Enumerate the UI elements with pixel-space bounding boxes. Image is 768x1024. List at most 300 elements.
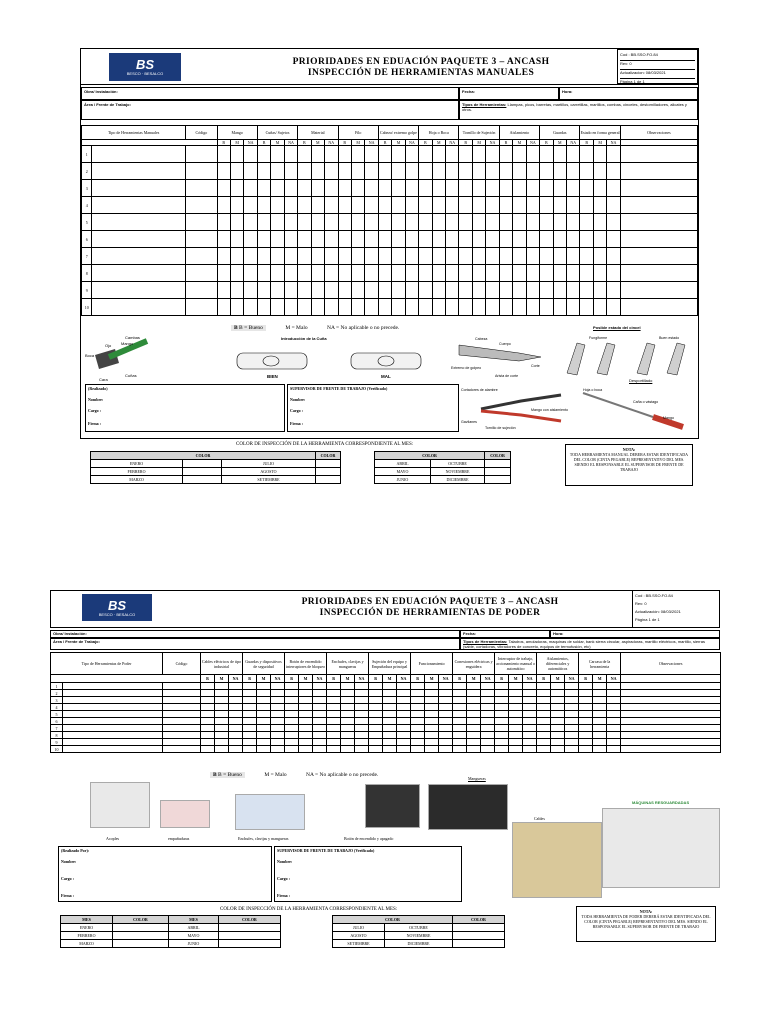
table-cell[interactable]	[355, 739, 369, 746]
color-cell[interactable]	[453, 932, 505, 940]
table-cell[interactable]	[620, 248, 697, 265]
table-cell[interactable]	[311, 180, 324, 197]
table-cell[interactable]	[244, 163, 257, 180]
table-cell[interactable]	[553, 197, 566, 214]
table-cell[interactable]	[513, 248, 526, 265]
table-cell[interactable]	[579, 690, 593, 697]
table-cell[interactable]	[298, 248, 311, 265]
table-cell[interactable]	[378, 299, 391, 316]
obra-field-2[interactable]: Obra/ Instalación:	[50, 630, 460, 638]
table-cell[interactable]	[446, 231, 459, 248]
table-cell[interactable]	[257, 683, 271, 690]
table-cell[interactable]	[621, 718, 721, 725]
table-cell[interactable]	[341, 704, 355, 711]
table-cell[interactable]	[257, 163, 270, 180]
table-cell[interactable]	[217, 265, 230, 282]
table-cell[interactable]	[551, 739, 565, 746]
table-cell[interactable]	[243, 746, 257, 753]
table-cell[interactable]	[378, 163, 391, 180]
table-cell[interactable]	[217, 197, 230, 214]
table-cell[interactable]	[523, 697, 537, 704]
table-cell[interactable]	[257, 746, 271, 753]
table-cell[interactable]	[499, 299, 512, 316]
table-cell[interactable]	[392, 163, 405, 180]
table-cell[interactable]	[551, 697, 565, 704]
table-cell[interactable]	[243, 718, 257, 725]
table-cell[interactable]	[338, 282, 351, 299]
table-cell[interactable]	[230, 197, 243, 214]
table-cell[interactable]	[285, 739, 299, 746]
table-cell[interactable]	[607, 739, 621, 746]
table-cell[interactable]	[486, 214, 499, 231]
table-cell[interactable]	[607, 690, 621, 697]
table-cell[interactable]	[92, 248, 186, 265]
table-cell[interactable]	[341, 732, 355, 739]
table-cell[interactable]	[257, 248, 270, 265]
table-cell[interactable]	[593, 690, 607, 697]
table-cell[interactable]	[244, 248, 257, 265]
table-cell[interactable]	[257, 146, 270, 163]
table-cell[interactable]	[325, 180, 338, 197]
table-cell[interactable]	[467, 732, 481, 739]
table-cell[interactable]	[537, 697, 551, 704]
table-cell[interactable]	[553, 299, 566, 316]
table-cell[interactable]	[325, 248, 338, 265]
table-cell[interactable]	[472, 282, 485, 299]
table-cell[interactable]	[338, 214, 351, 231]
table-cell[interactable]	[523, 725, 537, 732]
table-cell[interactable]	[495, 697, 509, 704]
color-cell[interactable]	[485, 460, 511, 468]
table-cell[interactable]	[446, 265, 459, 282]
table-cell[interactable]	[383, 690, 397, 697]
table-cell[interactable]	[499, 265, 512, 282]
color-cell[interactable]	[183, 476, 222, 484]
table-cell[interactable]	[537, 718, 551, 725]
table-cell[interactable]	[355, 711, 369, 718]
table-cell[interactable]	[607, 704, 621, 711]
table-cell[interactable]	[523, 690, 537, 697]
table-cell[interactable]	[411, 718, 425, 725]
table-cell[interactable]	[338, 180, 351, 197]
table-cell[interactable]	[425, 711, 439, 718]
fecha-field[interactable]: Fecha:	[459, 87, 559, 100]
table-cell[interactable]	[284, 265, 297, 282]
table-cell[interactable]	[369, 683, 383, 690]
table-cell[interactable]	[383, 746, 397, 753]
table-cell[interactable]	[472, 163, 485, 180]
table-cell[interactable]	[201, 697, 215, 704]
table-cell[interactable]	[472, 248, 485, 265]
table-cell[interactable]	[459, 214, 472, 231]
table-cell[interactable]	[620, 299, 697, 316]
table-cell[interactable]	[593, 732, 607, 739]
table-cell[interactable]	[325, 265, 338, 282]
table-cell[interactable]	[432, 299, 445, 316]
table-cell[interactable]	[327, 697, 341, 704]
table-cell[interactable]	[540, 197, 553, 214]
table-cell[interactable]	[271, 214, 284, 231]
table-cell[interactable]	[186, 248, 217, 265]
table-cell[interactable]	[257, 697, 271, 704]
obra-field[interactable]: Obra/ Instalación:	[81, 87, 459, 100]
table-cell[interactable]	[271, 265, 284, 282]
table-cell[interactable]	[495, 725, 509, 732]
table-cell[interactable]	[593, 711, 607, 718]
table-cell[interactable]	[163, 711, 201, 718]
table-cell[interactable]	[299, 725, 313, 732]
table-cell[interactable]	[472, 231, 485, 248]
table-cell[interactable]	[186, 197, 217, 214]
table-cell[interactable]	[526, 265, 539, 282]
table-cell[interactable]	[499, 197, 512, 214]
table-cell[interactable]	[580, 231, 593, 248]
table-cell[interactable]	[230, 299, 243, 316]
table-cell[interactable]	[392, 299, 405, 316]
table-cell[interactable]	[351, 299, 364, 316]
table-cell[interactable]	[257, 690, 271, 697]
table-cell[interactable]	[365, 265, 378, 282]
table-cell[interactable]	[378, 214, 391, 231]
table-cell[interactable]	[369, 718, 383, 725]
table-cell[interactable]	[472, 146, 485, 163]
color-cell[interactable]	[316, 476, 341, 484]
table-cell[interactable]	[383, 739, 397, 746]
table-cell[interactable]	[411, 683, 425, 690]
table-cell[interactable]	[341, 711, 355, 718]
table-cell[interactable]	[537, 739, 551, 746]
table-cell[interactable]	[244, 197, 257, 214]
table-cell[interactable]	[378, 265, 391, 282]
table-cell[interactable]	[607, 282, 620, 299]
table-cell[interactable]	[186, 299, 217, 316]
table-cell[interactable]	[411, 732, 425, 739]
table-cell[interactable]	[540, 282, 553, 299]
table-cell[interactable]	[325, 146, 338, 163]
table-cell[interactable]	[411, 690, 425, 697]
table-cell[interactable]	[215, 690, 229, 697]
table-cell[interactable]	[284, 197, 297, 214]
table-cell[interactable]	[526, 231, 539, 248]
table-cell[interactable]	[607, 265, 620, 282]
table-cell[interactable]	[593, 231, 606, 248]
table-cell[interactable]	[365, 214, 378, 231]
table-cell[interactable]	[271, 248, 284, 265]
table-cell[interactable]	[92, 231, 186, 248]
table-cell[interactable]	[540, 146, 553, 163]
table-cell[interactable]	[365, 163, 378, 180]
table-cell[interactable]	[509, 739, 523, 746]
table-cell[interactable]	[285, 697, 299, 704]
table-cell[interactable]	[405, 146, 418, 163]
table-cell[interactable]	[271, 146, 284, 163]
table-cell[interactable]	[419, 197, 432, 214]
table-cell[interactable]	[459, 197, 472, 214]
table-cell[interactable]	[163, 683, 201, 690]
table-cell[interactable]	[63, 739, 163, 746]
table-cell[interactable]	[551, 746, 565, 753]
table-cell[interactable]	[523, 718, 537, 725]
table-cell[interactable]	[453, 711, 467, 718]
table-cell[interactable]	[271, 746, 285, 753]
table-cell[interactable]	[446, 163, 459, 180]
table-cell[interactable]	[509, 690, 523, 697]
table-cell[interactable]	[257, 711, 271, 718]
table-cell[interactable]	[432, 146, 445, 163]
table-cell[interactable]	[63, 704, 163, 711]
table-cell[interactable]	[298, 282, 311, 299]
table-cell[interactable]	[285, 732, 299, 739]
table-cell[interactable]	[453, 683, 467, 690]
table-cell[interactable]	[392, 197, 405, 214]
table-cell[interactable]	[365, 299, 378, 316]
table-cell[interactable]	[299, 711, 313, 718]
table-cell[interactable]	[271, 725, 285, 732]
table-cell[interactable]	[271, 739, 285, 746]
table-cell[interactable]	[540, 248, 553, 265]
table-cell[interactable]	[298, 265, 311, 282]
table-cell[interactable]	[620, 197, 697, 214]
table-cell[interactable]	[486, 231, 499, 248]
table-cell[interactable]	[419, 299, 432, 316]
table-cell[interactable]	[607, 180, 620, 197]
table-cell[interactable]	[351, 146, 364, 163]
table-cell[interactable]	[566, 197, 579, 214]
table-cell[interactable]	[472, 299, 485, 316]
table-cell[interactable]	[201, 718, 215, 725]
table-cell[interactable]	[299, 690, 313, 697]
table-cell[interactable]	[299, 718, 313, 725]
table-cell[interactable]	[378, 197, 391, 214]
table-cell[interactable]	[397, 711, 411, 718]
table-cell[interactable]	[284, 299, 297, 316]
table-cell[interactable]	[338, 197, 351, 214]
table-cell[interactable]	[553, 163, 566, 180]
table-cell[interactable]	[201, 683, 215, 690]
table-cell[interactable]	[92, 197, 186, 214]
table-cell[interactable]	[593, 146, 606, 163]
table-cell[interactable]	[351, 265, 364, 282]
table-cell[interactable]	[593, 248, 606, 265]
table-cell[interactable]	[355, 718, 369, 725]
table-cell[interactable]	[459, 180, 472, 197]
table-cell[interactable]	[284, 231, 297, 248]
table-cell[interactable]	[486, 282, 499, 299]
table-cell[interactable]	[299, 683, 313, 690]
table-cell[interactable]	[551, 718, 565, 725]
table-cell[interactable]	[565, 746, 579, 753]
table-cell[interactable]	[486, 197, 499, 214]
table-cell[interactable]	[311, 299, 324, 316]
table-cell[interactable]	[163, 725, 201, 732]
table-cell[interactable]	[495, 746, 509, 753]
supervisor2-nombre[interactable]: Nombre:	[277, 859, 293, 864]
table-cell[interactable]	[405, 265, 418, 282]
table-cell[interactable]	[593, 265, 606, 282]
table-cell[interactable]	[579, 704, 593, 711]
table-cell[interactable]	[523, 711, 537, 718]
table-cell[interactable]	[537, 746, 551, 753]
table-cell[interactable]	[425, 718, 439, 725]
table-cell[interactable]	[607, 683, 621, 690]
table-cell[interactable]	[163, 718, 201, 725]
table-cell[interactable]	[257, 718, 271, 725]
table-cell[interactable]	[593, 163, 606, 180]
table-cell[interactable]	[285, 725, 299, 732]
table-cell[interactable]	[298, 146, 311, 163]
table-cell[interactable]	[565, 739, 579, 746]
table-cell[interactable]	[230, 180, 243, 197]
table-cell[interactable]	[244, 214, 257, 231]
table-cell[interactable]	[621, 732, 721, 739]
table-cell[interactable]	[565, 697, 579, 704]
table-cell[interactable]	[383, 718, 397, 725]
table-cell[interactable]	[313, 690, 327, 697]
table-cell[interactable]	[215, 739, 229, 746]
table-cell[interactable]	[217, 180, 230, 197]
realizado-nombre[interactable]: Nombre:	[88, 397, 104, 402]
table-cell[interactable]	[92, 146, 186, 163]
table-cell[interactable]	[467, 690, 481, 697]
table-cell[interactable]	[299, 697, 313, 704]
table-cell[interactable]	[620, 231, 697, 248]
table-cell[interactable]	[201, 725, 215, 732]
table-cell[interactable]	[459, 231, 472, 248]
table-cell[interactable]	[540, 231, 553, 248]
table-cell[interactable]	[540, 214, 553, 231]
table-cell[interactable]	[271, 718, 285, 725]
realizado2-nombre[interactable]: Nombre:	[61, 859, 77, 864]
table-cell[interactable]	[341, 718, 355, 725]
table-cell[interactable]	[425, 739, 439, 746]
table-cell[interactable]	[92, 214, 186, 231]
table-cell[interactable]	[369, 697, 383, 704]
table-cell[interactable]	[580, 180, 593, 197]
table-cell[interactable]	[580, 163, 593, 180]
supervisor2-cargo[interactable]: Cargo :	[277, 876, 290, 881]
table-cell[interactable]	[513, 265, 526, 282]
table-cell[interactable]	[453, 690, 467, 697]
table-cell[interactable]	[593, 739, 607, 746]
table-cell[interactable]	[607, 214, 620, 231]
table-cell[interactable]	[526, 299, 539, 316]
color-cell[interactable]	[219, 924, 281, 932]
table-cell[interactable]	[298, 163, 311, 180]
table-cell[interactable]	[369, 732, 383, 739]
table-cell[interactable]	[338, 299, 351, 316]
table-cell[interactable]	[355, 704, 369, 711]
table-cell[interactable]	[553, 146, 566, 163]
table-cell[interactable]	[459, 299, 472, 316]
table-cell[interactable]	[186, 231, 217, 248]
table-cell[interactable]	[540, 265, 553, 282]
table-cell[interactable]	[566, 231, 579, 248]
table-cell[interactable]	[526, 214, 539, 231]
table-cell[interactable]	[397, 718, 411, 725]
table-cell[interactable]	[621, 739, 721, 746]
table-cell[interactable]	[607, 746, 621, 753]
table-cell[interactable]	[579, 732, 593, 739]
supervisor-cargo[interactable]: Cargo :	[290, 408, 303, 413]
table-cell[interactable]	[481, 711, 495, 718]
table-cell[interactable]	[565, 718, 579, 725]
table-cell[interactable]	[327, 690, 341, 697]
table-cell[interactable]	[325, 214, 338, 231]
table-cell[interactable]	[467, 746, 481, 753]
table-cell[interactable]	[537, 704, 551, 711]
table-cell[interactable]	[325, 163, 338, 180]
table-cell[interactable]	[63, 718, 163, 725]
table-cell[interactable]	[285, 746, 299, 753]
table-cell[interactable]	[425, 704, 439, 711]
table-cell[interactable]	[566, 282, 579, 299]
table-cell[interactable]	[229, 746, 243, 753]
color-cell[interactable]	[219, 932, 281, 940]
table-cell[interactable]	[369, 711, 383, 718]
table-cell[interactable]	[311, 146, 324, 163]
table-cell[interactable]	[327, 711, 341, 718]
table-cell[interactable]	[244, 231, 257, 248]
table-cell[interactable]	[553, 214, 566, 231]
table-cell[interactable]	[397, 739, 411, 746]
table-cell[interactable]	[271, 711, 285, 718]
table-cell[interactable]	[257, 231, 270, 248]
table-cell[interactable]	[439, 711, 453, 718]
table-cell[interactable]	[419, 282, 432, 299]
table-cell[interactable]	[215, 746, 229, 753]
color-cell[interactable]	[113, 932, 169, 940]
table-cell[interactable]	[495, 704, 509, 711]
table-cell[interactable]	[215, 725, 229, 732]
table-cell[interactable]	[63, 725, 163, 732]
table-cell[interactable]	[537, 683, 551, 690]
table-cell[interactable]	[419, 248, 432, 265]
table-cell[interactable]	[92, 282, 186, 299]
table-cell[interactable]	[593, 746, 607, 753]
table-cell[interactable]	[215, 697, 229, 704]
table-cell[interactable]	[551, 732, 565, 739]
table-cell[interactable]	[311, 231, 324, 248]
table-cell[interactable]	[201, 704, 215, 711]
table-cell[interactable]	[351, 214, 364, 231]
table-cell[interactable]	[432, 180, 445, 197]
table-cell[interactable]	[439, 732, 453, 739]
table-cell[interactable]	[378, 146, 391, 163]
color-cell[interactable]	[113, 940, 169, 948]
table-cell[interactable]	[217, 146, 230, 163]
table-cell[interactable]	[432, 163, 445, 180]
table-cell[interactable]	[186, 146, 217, 163]
table-cell[interactable]	[593, 197, 606, 214]
table-cell[interactable]	[405, 163, 418, 180]
table-cell[interactable]	[313, 725, 327, 732]
table-cell[interactable]	[607, 299, 620, 316]
table-cell[interactable]	[526, 197, 539, 214]
color-cell[interactable]	[485, 468, 511, 476]
table-cell[interactable]	[285, 704, 299, 711]
table-cell[interactable]	[311, 163, 324, 180]
table-cell[interactable]	[325, 282, 338, 299]
table-cell[interactable]	[566, 214, 579, 231]
table-cell[interactable]	[495, 711, 509, 718]
table-cell[interactable]	[553, 265, 566, 282]
table-cell[interactable]	[383, 683, 397, 690]
table-cell[interactable]	[299, 732, 313, 739]
table-cell[interactable]	[607, 231, 620, 248]
table-cell[interactable]	[405, 299, 418, 316]
table-cell[interactable]	[411, 697, 425, 704]
table-cell[interactable]	[537, 711, 551, 718]
